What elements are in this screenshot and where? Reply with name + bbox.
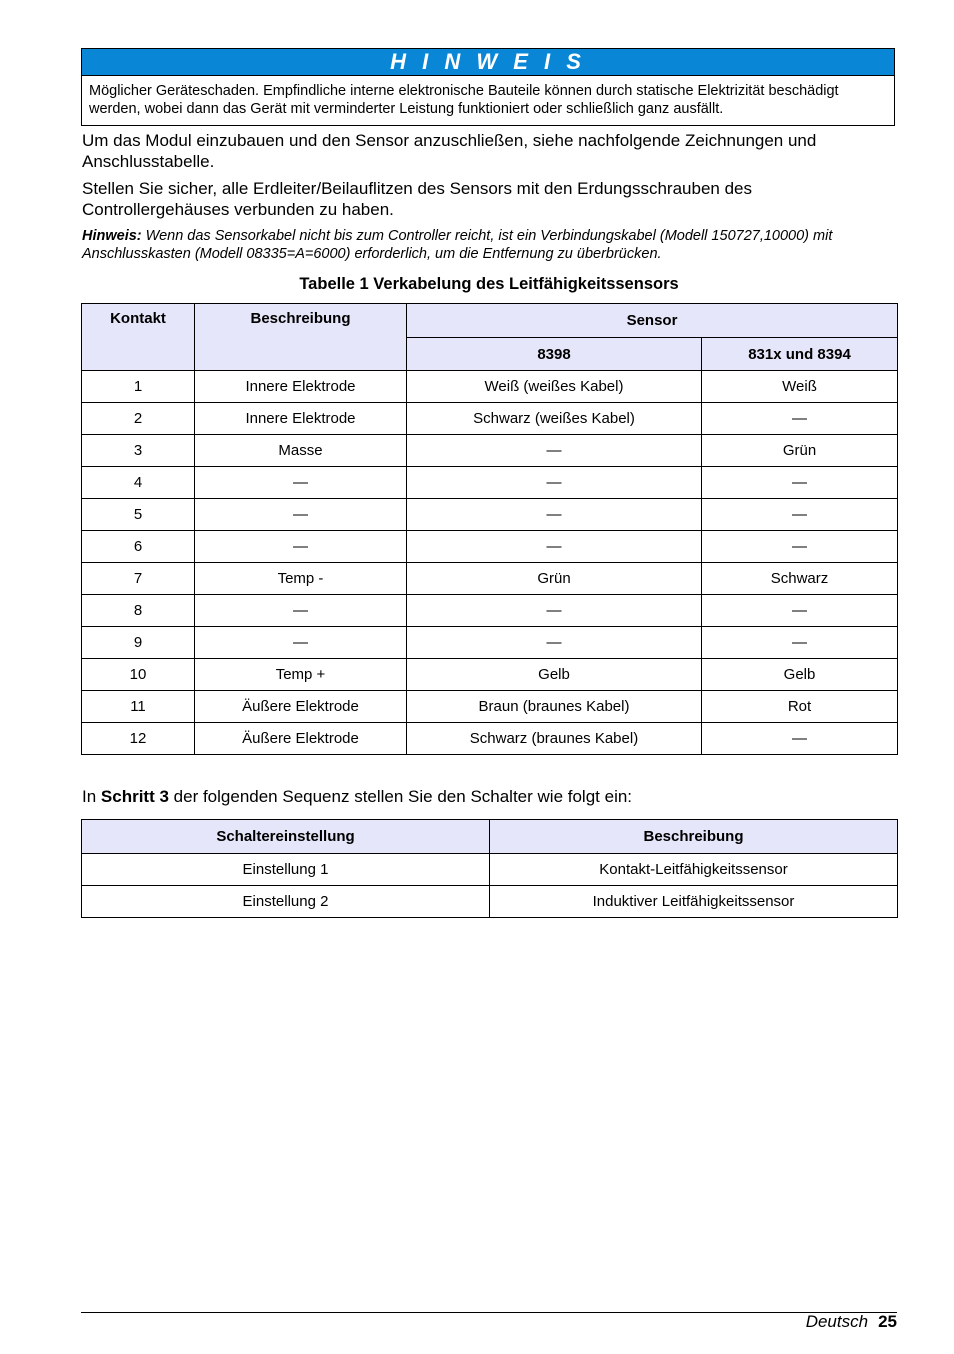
cell-switch-description: Kontakt-Leitfähigkeitssensor	[490, 854, 898, 886]
cell-switch-setting: Einstellung 2	[82, 886, 490, 918]
cell-8398: —	[407, 499, 702, 531]
cell-8398: —	[407, 595, 702, 627]
cell-switch-description: Induktiver Leitfähigkeitssensor	[490, 886, 898, 918]
notice-box	[81, 48, 895, 126]
cell-contact: 5	[82, 499, 195, 531]
cell-contact: 2	[82, 403, 195, 435]
header-sensor: Sensor	[407, 304, 898, 338]
cell-description: Temp -	[195, 563, 407, 595]
cell-description: Masse	[195, 435, 407, 467]
cell-description: Innere Elektrode	[195, 371, 407, 403]
cell-8398: —	[407, 435, 702, 467]
cell-switch-setting: Einstellung 1	[82, 854, 490, 886]
table-row	[82, 467, 898, 499]
step-prefix: In	[82, 787, 101, 806]
cell-description: Temp +	[195, 659, 407, 691]
cell-description: —	[195, 595, 407, 627]
table-row	[82, 531, 898, 563]
table-row	[82, 691, 898, 723]
cell-description: —	[195, 467, 407, 499]
cell-831x-8394: —	[702, 531, 898, 563]
step-suffix: der folgenden Sequenz stellen Sie den Schalter wie folgt ein:	[168, 787, 633, 806]
cell-8398: Gelb	[407, 659, 702, 691]
table-row	[82, 403, 898, 435]
notice-title: H I N W E I S	[82, 49, 894, 76]
cell-8398: —	[407, 627, 702, 659]
cell-831x-8394: Gelb	[702, 659, 898, 691]
cell-description: Innere Elektrode	[195, 403, 407, 435]
cell-description: —	[195, 531, 407, 563]
table-row	[82, 595, 898, 627]
wiring-table	[81, 303, 898, 755]
cell-8398: Grün	[407, 563, 702, 595]
cell-831x-8394: —	[702, 499, 898, 531]
cell-831x-8394: Schwarz	[702, 563, 898, 595]
cell-831x-8394: —	[702, 723, 898, 755]
cell-contact: 3	[82, 435, 195, 467]
page-footer	[806, 1312, 897, 1332]
cell-description: —	[195, 627, 407, 659]
note-label: Hinweis:	[82, 228, 142, 244]
cell-831x-8394: —	[702, 467, 898, 499]
cell-831x-8394: Weiß	[702, 371, 898, 403]
cell-contact: 9	[82, 627, 195, 659]
header-8398: 8398	[407, 338, 702, 371]
intro-paragraph-1: Um das Modul einzubauen und den Sensor anzuschließen, siehe nachfolgende Zeichnungen und Anschlusstabelle.	[82, 131, 817, 171]
cell-contact: 8	[82, 595, 195, 627]
note	[82, 227, 902, 263]
notice-body: Möglicher Geräteschaden. Empfindliche interne elektronische Bauteile können durch statische Elektrizität beschädigt werden, wobei dann das Gerät mit verminderter Leistung funktioniert oder schließlich ganz ausfällt.	[89, 83, 839, 117]
cell-8398: Weiß (weißes Kabel)	[407, 371, 702, 403]
cell-8398: —	[407, 531, 702, 563]
cell-8398: Braun (braunes Kabel)	[407, 691, 702, 723]
table-row	[82, 499, 898, 531]
table-row	[82, 627, 898, 659]
cell-831x-8394: —	[702, 403, 898, 435]
switch-table	[81, 819, 898, 918]
cell-8398: —	[407, 467, 702, 499]
cell-8398: Schwarz (braunes Kabel)	[407, 723, 702, 755]
table-row	[82, 435, 898, 467]
cell-contact: 12	[82, 723, 195, 755]
cell-contact: 11	[82, 691, 195, 723]
footer-rule	[81, 1312, 897, 1313]
cell-831x-8394: —	[702, 595, 898, 627]
table-row	[82, 563, 898, 595]
cell-description: Äußere Elektrode	[195, 723, 407, 755]
header-831x-8394: 831x und 8394	[702, 338, 898, 371]
header-contact: Kontakt	[82, 304, 195, 371]
cell-contact: 1	[82, 371, 195, 403]
table-caption: Tabelle 1 Verkabelung des Leitfähigkeitssensors	[299, 275, 679, 293]
step-bold: Schritt 3	[100, 787, 169, 806]
cell-contact: 6	[82, 531, 195, 563]
cell-831x-8394: —	[702, 627, 898, 659]
table-row	[82, 886, 898, 918]
table-row	[82, 723, 898, 755]
cell-831x-8394: Grün	[702, 435, 898, 467]
page-number: 25	[878, 1312, 897, 1331]
cell-description: Äußere Elektrode	[195, 691, 407, 723]
table-row	[82, 854, 898, 886]
cell-description: —	[195, 499, 407, 531]
intro-paragraph-2: Stellen Sie sicher, alle Erdleiter/Beilauflitzen des Sensors mit den Erdungsschrauben des Controllergehäuses verbunden zu haben.	[82, 179, 752, 219]
footer-language: Deutsch	[805, 1312, 869, 1331]
header-description: Beschreibung	[195, 304, 407, 371]
cell-8398: Schwarz (weißes Kabel)	[407, 403, 702, 435]
table-row	[82, 371, 898, 403]
cell-contact: 10	[82, 659, 195, 691]
table-row	[82, 659, 898, 691]
header-switch-description: Beschreibung	[490, 820, 898, 854]
cell-831x-8394: Rot	[702, 691, 898, 723]
step-instruction	[82, 786, 632, 807]
cell-contact: 7	[82, 563, 195, 595]
cell-contact: 4	[82, 467, 195, 499]
header-switch-setting: Schaltereinstellung	[82, 820, 490, 854]
note-text: Wenn das Sensorkabel nicht bis zum Controller reicht, ist ein Verbindungskabel (Modell 150727,10000) mit Anschlusskasten (Modell 08335=A=6000) erforderlich, um die Entfernung zu überbrücken.	[82, 228, 833, 262]
